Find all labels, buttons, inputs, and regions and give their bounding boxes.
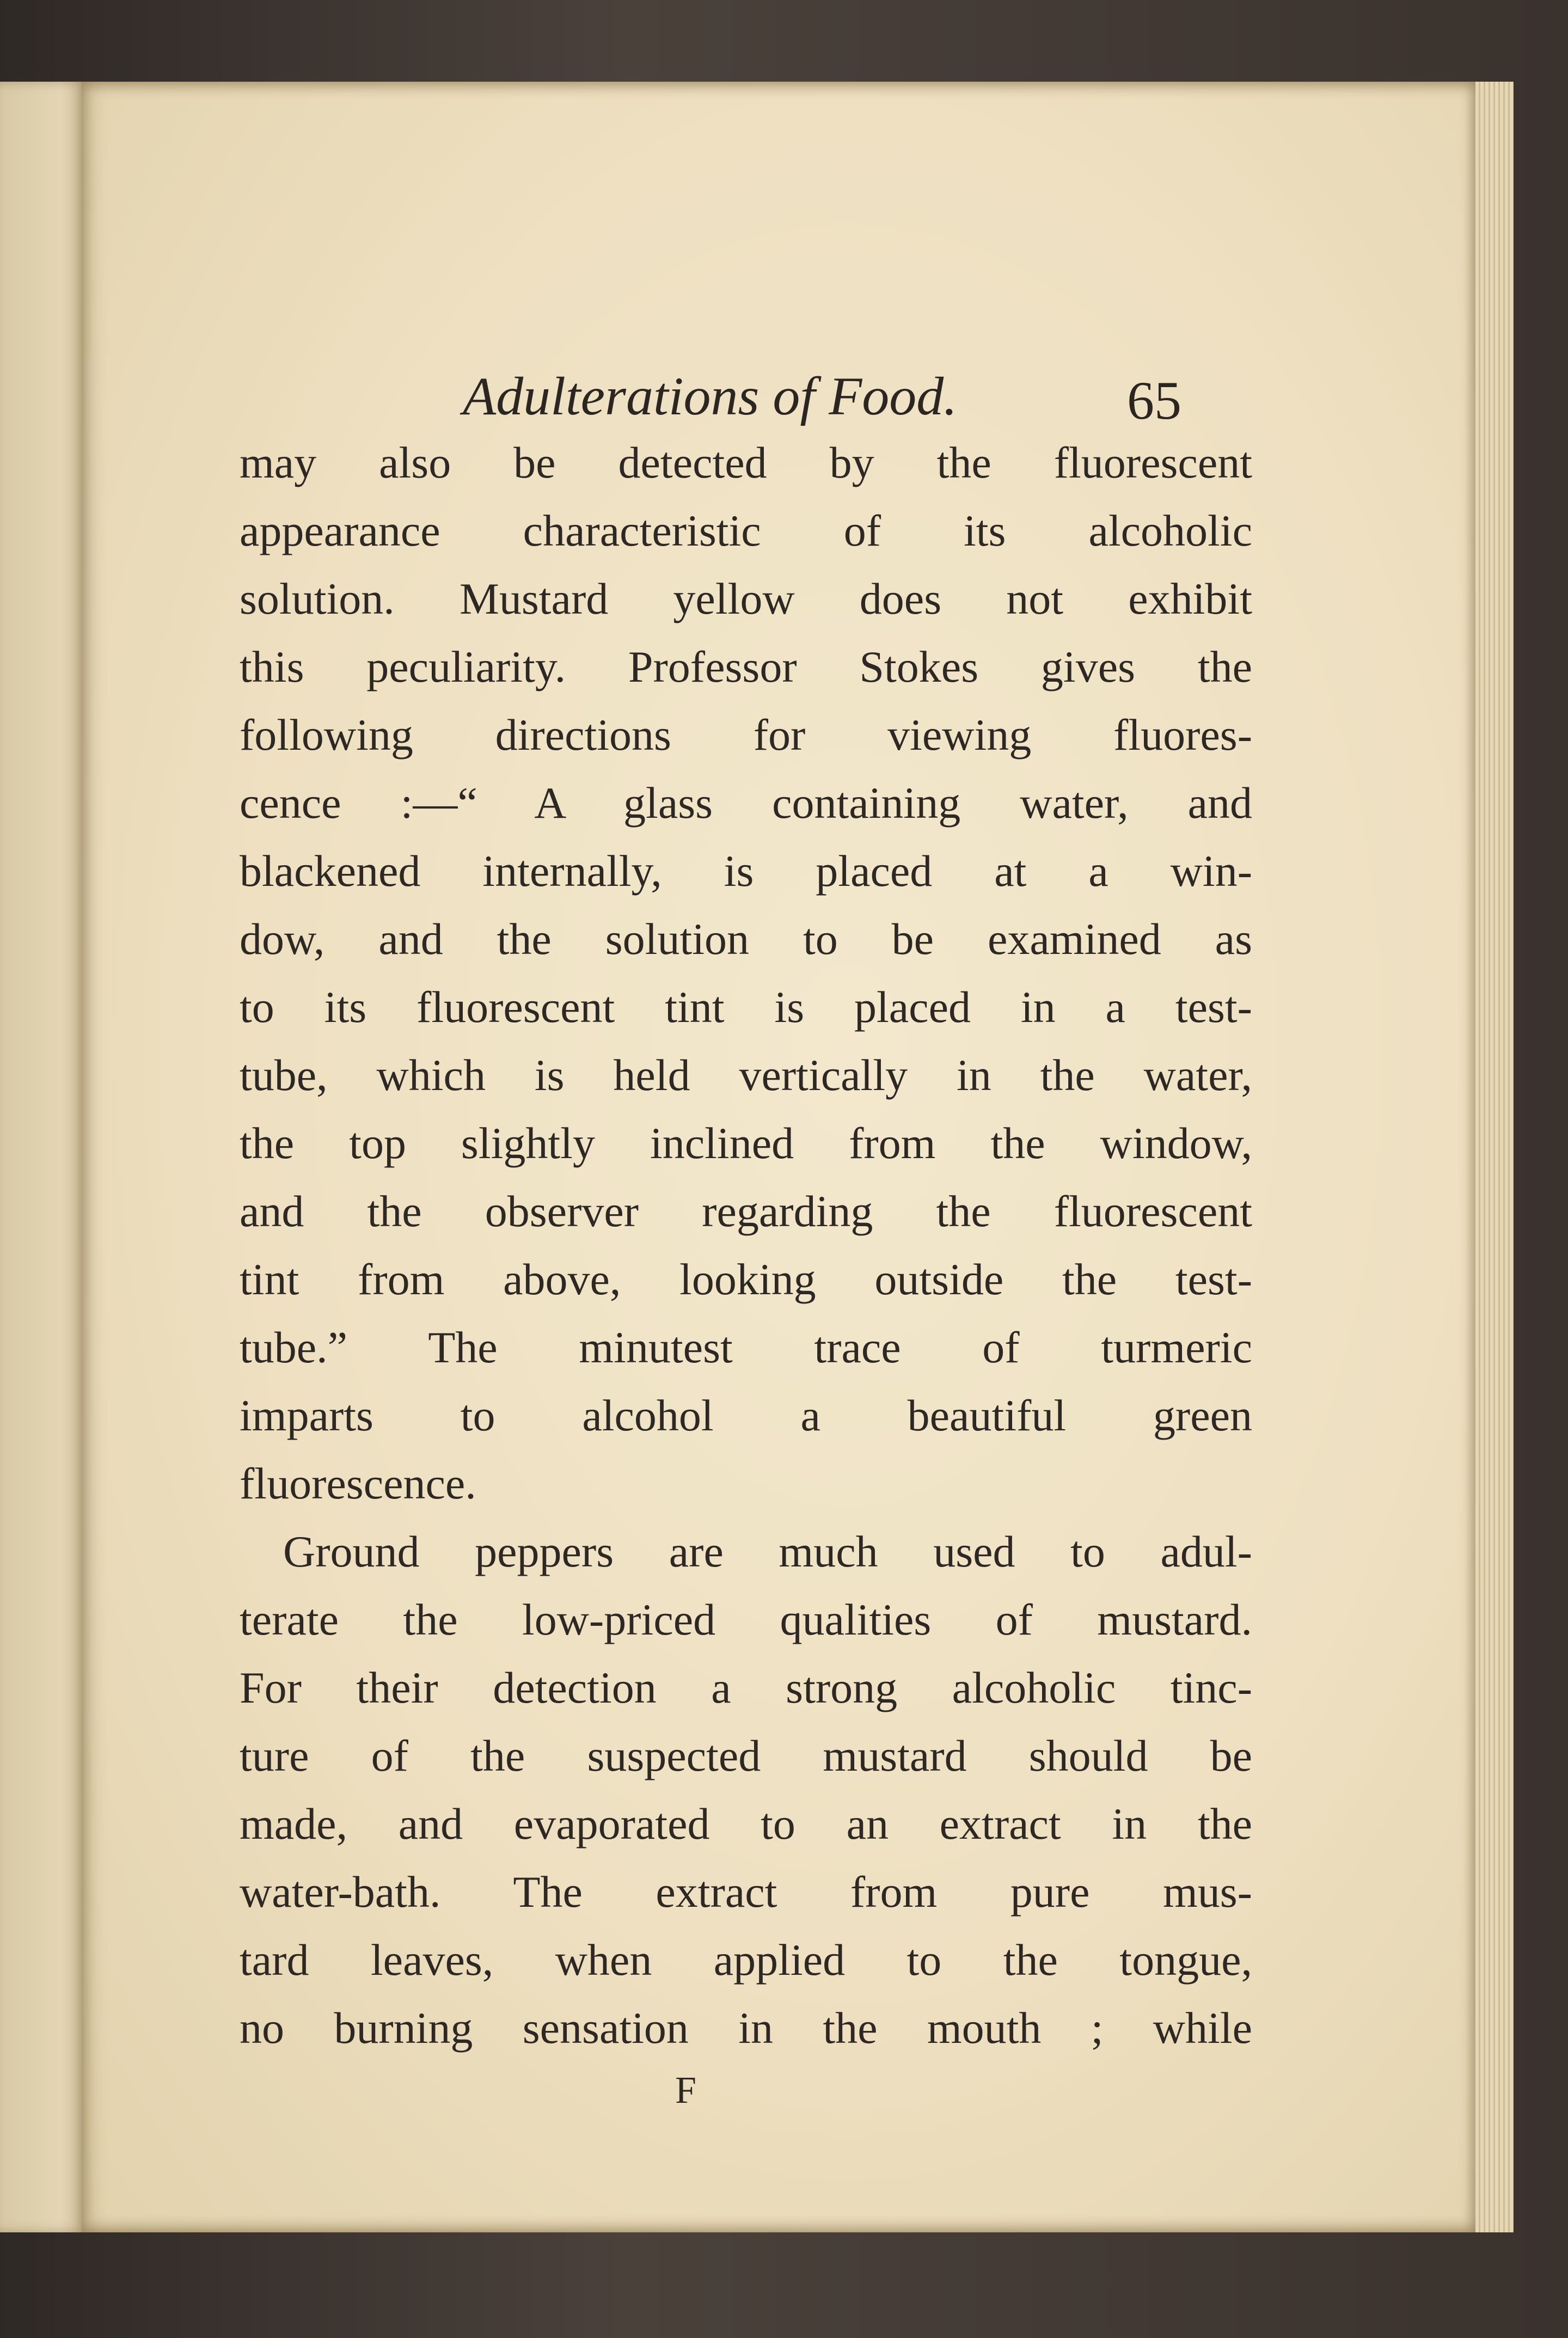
text-line: dow, and the solution to be examined as: [240, 914, 1252, 964]
page-block-edge: [1475, 82, 1514, 2232]
left-page-edge: [0, 82, 87, 2232]
text-line: the top slightly inclined from the window,: [240, 1118, 1252, 1168]
text-line: tube, which is held vertically in the water,: [240, 1050, 1252, 1100]
text-line: following directions for viewing fluores-: [240, 710, 1252, 760]
page-header: [82, 365, 1475, 441]
text-line: For their detection a strong alcoholic tinc-: [240, 1663, 1252, 1712]
text-line: cence :—“ A glass containing water, and: [240, 778, 1252, 828]
text-line: fluorescence.: [240, 1459, 476, 1508]
text-line: solution. Mustard yellow does not exhibit: [240, 574, 1252, 623]
text-line: tube.” The minutest trace of turmeric: [240, 1323, 1252, 1372]
signature-mark: F: [675, 2070, 696, 2111]
page-number: 65: [1127, 370, 1181, 431]
text-line: to its fluorescent tint is placed in a test-: [240, 982, 1252, 1032]
book-page: [82, 82, 1475, 2232]
text-line: ture of the suspected mustard should be: [240, 1731, 1252, 1780]
running-title: Adulterations of Food.: [463, 366, 958, 426]
text-line: tard leaves, when applied to the tongue,: [240, 1935, 1252, 1985]
text-line: water-bath. The extract from pure mus-: [240, 1867, 1252, 1917]
text-line: may also be detected by the fluorescent: [240, 438, 1252, 487]
text-line: blackened internally, is placed at a win-: [240, 846, 1252, 896]
text-line: appearance characteristic of its alcoholic: [240, 506, 1252, 555]
text-line: no burning sensation in the mouth ; while: [240, 2003, 1252, 2053]
text-line: terate the low-priced qualities of mustard.: [240, 1595, 1252, 1644]
text-line: imparts to alcohol a beautiful green: [240, 1391, 1252, 1440]
text-line: Ground peppers are much used to adul-: [283, 1527, 1252, 1576]
text-line: tint from above, looking outside the test-: [240, 1254, 1252, 1304]
text-line: this peculiarity. Professor Stokes gives the: [240, 642, 1252, 691]
text-line: made, and evaporated to an extract in the: [240, 1799, 1252, 1849]
text-line: and the observer regarding the fluorescent: [240, 1186, 1252, 1236]
